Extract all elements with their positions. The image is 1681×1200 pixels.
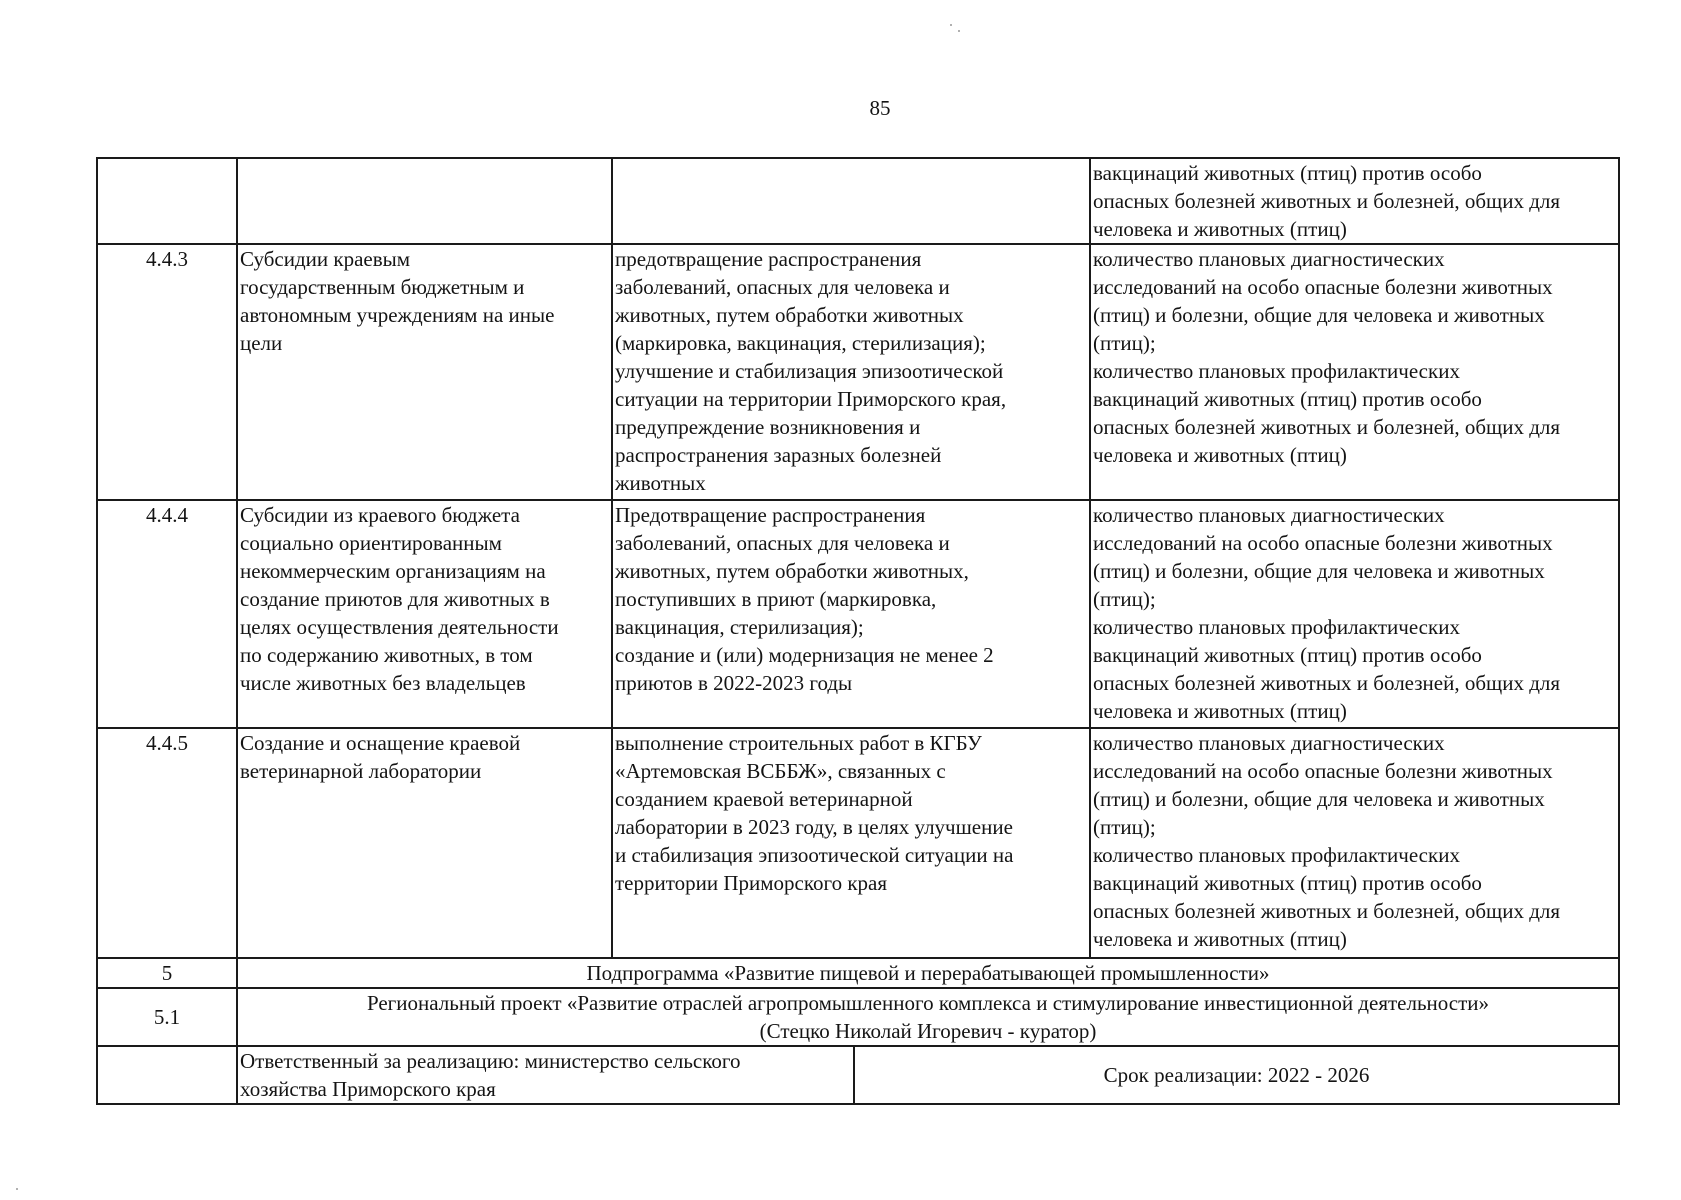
responsible-label: Ответственный за реализацию: министерство сельского хозяйства Приморского края bbox=[238, 1047, 855, 1103]
subprogram-row bbox=[97, 958, 1619, 988]
implementation-term: Срок реализации: 2022 - 2026 bbox=[1103, 1063, 1370, 1087]
indicator-text: количество плановых диагностических исследований на особо опасные болезни животных (птиц) и болезни, общие для человека и животных (птиц); количество плановых профилактических вакцинаций животных (птиц) против особо опасных болезней животных и болезней, общих для человека и животных (птиц) bbox=[1090, 244, 1619, 500]
project-number: 5.1 bbox=[97, 988, 237, 1046]
expected-result bbox=[612, 158, 1090, 244]
page-number-area bbox=[0, 0, 1681, 130]
row-number: 4.4.3 bbox=[97, 244, 237, 500]
scan-speck bbox=[958, 30, 960, 32]
scan-speck bbox=[16, 1188, 18, 1190]
measure-name: Субсидии из краевого бюджета социально ориентированным некоммерческим организациям на создание приютов для животных в целях осуществления деятельности по содержанию животных, в том числе животных без владельцев bbox=[237, 500, 612, 728]
scan-speck bbox=[950, 24, 952, 26]
table-row bbox=[97, 728, 1619, 958]
table-row bbox=[97, 244, 1619, 500]
expected-result: предотвращение распространения заболеваний, опасных для человека и животных, путем обработки животных (маркировка, вакцинация, стерилизация); улучшение и стабилизация эпизоотической ситуации на территории Приморского края, предупреждение возникновения и распространения заразных болезней животных bbox=[612, 244, 1090, 500]
table-row-continuation bbox=[97, 158, 1619, 244]
responsible-row bbox=[97, 1046, 1619, 1104]
row-number: 4.4.4 bbox=[97, 500, 237, 728]
table-row bbox=[97, 500, 1619, 728]
row-number bbox=[97, 158, 237, 244]
indicator-text: вакцинаций животных (птиц) против особо опасных болезней животных и болезней, общих для человека и животных (птиц) bbox=[1090, 158, 1619, 244]
project-title: Региональный проект «Развитие отраслей агропромышленного комплекса и стимулирование инвестиционной деятельности» (Стецко Николай Игоревич - куратор) bbox=[237, 988, 1619, 1046]
indicator-text: количество плановых диагностических исследований на особо опасные болезни животных (птиц) и болезни, общие для человека и животных (птиц); количество плановых профилактических вакцинаций животных (птиц) против особо опасных болезней животных и болезней, общих для человека и животных (птиц) bbox=[1090, 500, 1619, 728]
empty-cell bbox=[97, 1046, 237, 1104]
page-number: 85 bbox=[869, 96, 891, 120]
indicator-text: количество плановых диагностических исследований на особо опасные болезни животных (птиц) и болезни, общие для человека и животных (птиц); количество плановых профилактических вакцинаций животных (птиц) против особо опасных болезней животных и болезней, общих для человека и животных (птиц) bbox=[1090, 728, 1619, 958]
expected-result: Предотвращение распространения заболеваний, опасных для человека и животных, путем обработки животных, поступивших в приют (маркировка, вакцинация, стерилизация); создание и (или) модернизация не менее 2 приютов в 2022-2023 годы bbox=[612, 500, 1090, 728]
subprogram-number: 5 bbox=[97, 958, 237, 988]
responsible-cell bbox=[237, 1046, 1619, 1104]
project-row bbox=[97, 988, 1619, 1046]
program-table bbox=[96, 157, 1620, 1105]
measure-name bbox=[237, 158, 612, 244]
expected-result: выполнение строительных работ в КГБУ «Артемовская ВСББЖ», связанных с созданием краевой ветеринарной лаборатории в 2023 году, в целях улучшение и стабилизация эпизоотической ситуации на территории Приморского края bbox=[612, 728, 1090, 958]
row-number: 4.4.5 bbox=[97, 728, 237, 958]
subprogram-title: Подпрограмма «Развитие пищевой и перерабатывающей промышленности» bbox=[237, 958, 1619, 988]
measure-name: Создание и оснащение краевой ветеринарной лаборатории bbox=[237, 728, 612, 958]
measure-name: Субсидии краевым государственным бюджетным и автономным учреждениям на иные цели bbox=[237, 244, 612, 500]
